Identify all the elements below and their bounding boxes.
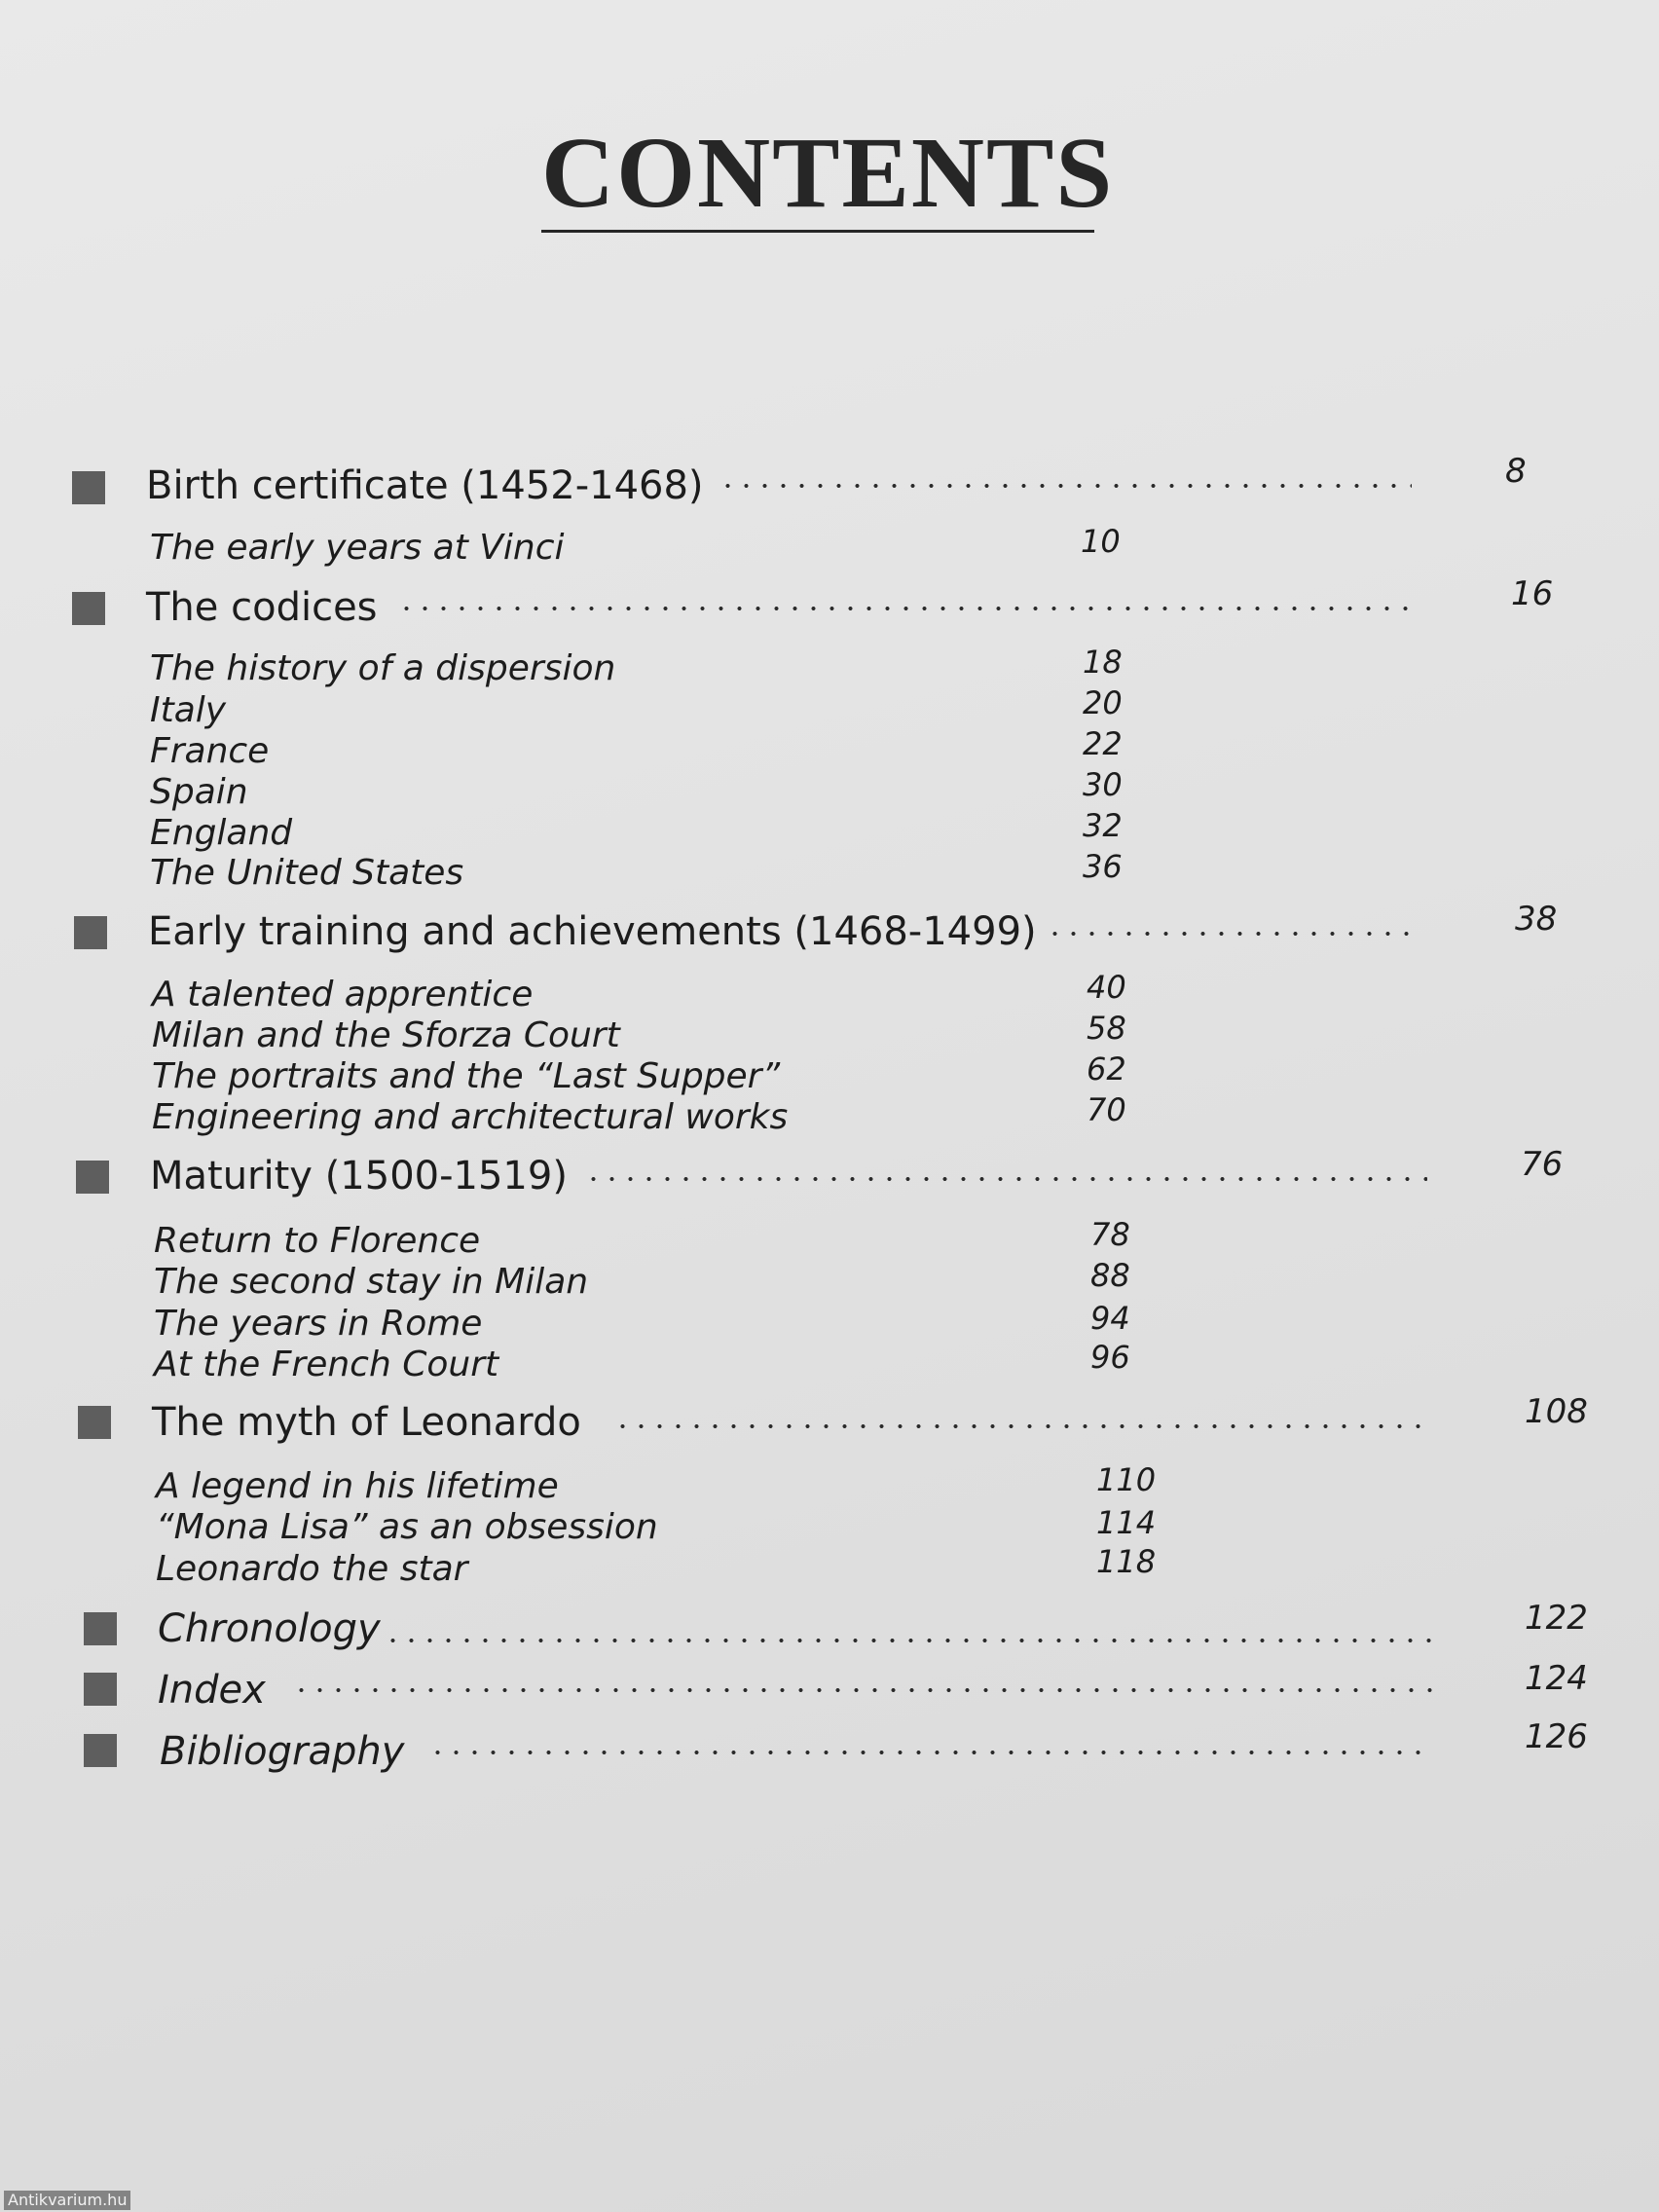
subsection-title: The years in Rome: [154, 1304, 483, 1344]
subsection-page-number: 118: [1096, 1543, 1157, 1580]
subsection-title: France: [150, 731, 270, 771]
subsection-title: The early years at Vinci: [150, 528, 565, 568]
subsection-page-number: 32: [1083, 807, 1123, 844]
subsection-title: Spain: [150, 772, 248, 812]
section-title: Chronology: [158, 1606, 381, 1651]
subsection-page-number: 22: [1083, 725, 1123, 762]
subsection-page-number: 78: [1090, 1216, 1130, 1253]
dot-leader: [613, 1423, 1431, 1429]
subsection-title: The United States: [150, 853, 464, 893]
section-title: Bibliography: [160, 1729, 405, 1774]
section-title: Maturity (1500-1519): [150, 1154, 568, 1198]
section-page-number: 8: [1505, 452, 1527, 491]
section-page-number: 108: [1525, 1392, 1588, 1431]
section-title: Index: [158, 1668, 266, 1713]
section-bullet-icon: [76, 1161, 109, 1194]
subsection-title: Return to Florence: [154, 1221, 481, 1261]
subsection-page-number: 70: [1087, 1091, 1126, 1128]
subsection-page-number: 110: [1096, 1461, 1157, 1498]
subsection-page-number: 20: [1083, 684, 1123, 721]
subsection-title: England: [150, 813, 293, 853]
dot-leader: [397, 606, 1414, 611]
subsection-title: “Mona Lisa” as an obsession: [156, 1507, 658, 1547]
dot-leader: [1046, 931, 1421, 937]
section-bullet-icon: [84, 1734, 117, 1767]
subsection-page-number: 62: [1087, 1051, 1126, 1088]
section-bullet-icon: [72, 592, 105, 625]
section-bullet-icon: [84, 1673, 117, 1706]
subsection-page-number: 18: [1083, 644, 1123, 681]
section-title: Birth certificate (1452-1468): [146, 463, 704, 508]
section-page-number: 124: [1525, 1659, 1588, 1698]
subsection-title: Italy: [150, 690, 227, 730]
subsection-title: At the French Court: [154, 1345, 499, 1384]
subsection-page-number: 96: [1090, 1339, 1130, 1376]
subsection-title: A talented apprentice: [152, 975, 534, 1014]
section-bullet-icon: [78, 1406, 111, 1439]
dot-leader: [428, 1750, 1433, 1755]
subsection-page-number: 58: [1087, 1010, 1126, 1047]
section-page-number: 126: [1525, 1717, 1588, 1756]
subsection-title: The history of a dispersion: [150, 648, 616, 688]
section-page-number: 122: [1525, 1599, 1588, 1638]
dot-leader: [384, 1638, 1433, 1643]
subsection-title: Leonardo the star: [156, 1549, 468, 1589]
subsection-page-number: 114: [1096, 1504, 1157, 1541]
dot-leader: [584, 1176, 1427, 1182]
section-title: Early training and achievements (1468-1499): [148, 909, 1037, 954]
dot-leader: [719, 483, 1412, 489]
subsection-page-number: 30: [1083, 766, 1123, 803]
subsection-title: Milan and the Sforza Court: [152, 1015, 620, 1055]
subsection-title: A legend in his lifetime: [156, 1466, 559, 1506]
subsection-title: The portraits and the “Last Supper”: [152, 1056, 781, 1096]
subsection-title: The second stay in Milan: [154, 1262, 589, 1302]
subsection-page-number: 88: [1090, 1257, 1130, 1294]
section-bullet-icon: [84, 1612, 117, 1645]
subsection-page-number: 40: [1087, 969, 1126, 1006]
title-underline: [541, 230, 1094, 233]
subsection-page-number: 36: [1083, 848, 1123, 885]
section-page-number: 38: [1515, 900, 1558, 939]
subsection-page-number: 10: [1081, 523, 1121, 560]
section-bullet-icon: [74, 916, 107, 949]
page-title: CONTENTS: [541, 117, 1115, 229]
subsection-title: Engineering and architectural works: [152, 1097, 789, 1137]
section-page-number: 16: [1511, 574, 1554, 613]
subsection-page-number: 94: [1090, 1300, 1130, 1337]
watermark: Antikvarium.hu: [4, 2191, 130, 2210]
dot-leader: [292, 1687, 1433, 1693]
section-title: The codices: [146, 585, 378, 630]
section-title: The myth of Leonardo: [152, 1400, 581, 1445]
section-bullet-icon: [72, 471, 105, 504]
section-page-number: 76: [1521, 1145, 1564, 1184]
